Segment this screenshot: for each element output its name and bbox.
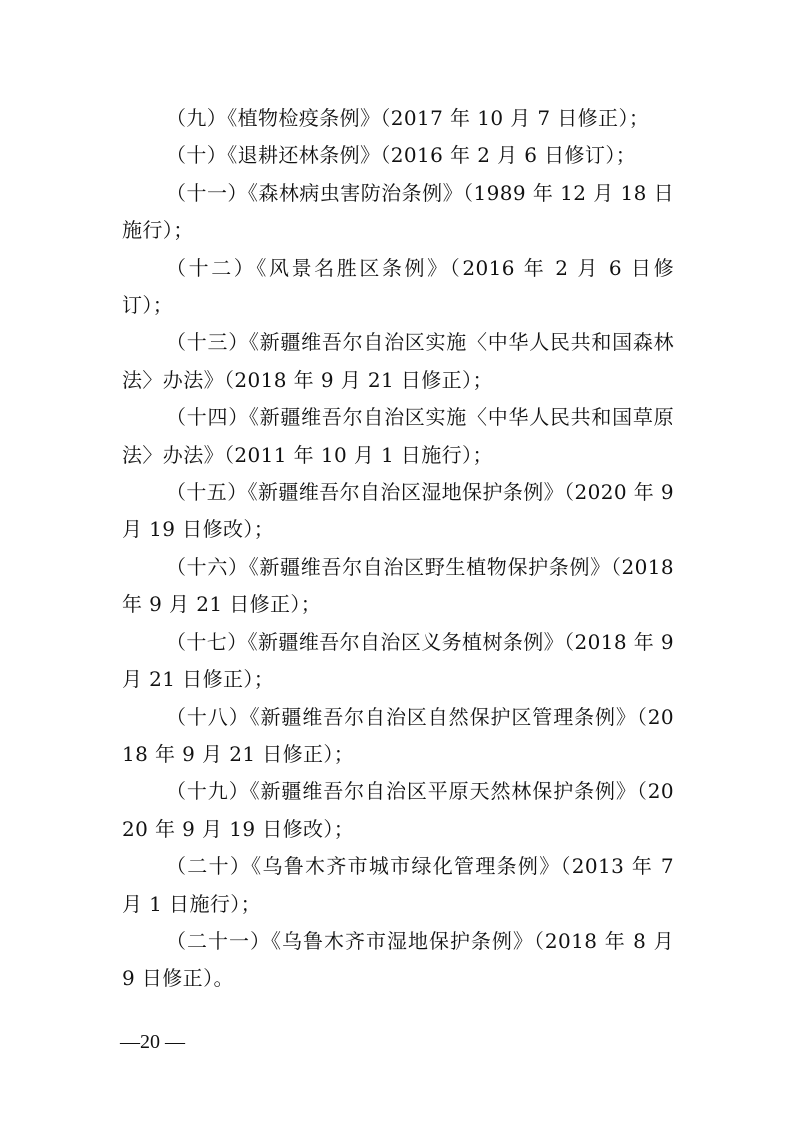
regulation-item-13: （十三）《新疆维吾尔自治区实施〈中华人民共和国森林法〉办法》（2018 年 9 月 21 日修正）； [122,330,674,392]
regulation-item-19: （十九）《新疆维吾尔自治区平原天然林保护条例》（2020 年 9 月 19 日修改）； [122,779,674,841]
regulation-item-18: （十八）《新疆维吾尔自治区自然保护区管理条例》（2018 年 9 月 21 日修正）； [122,704,674,766]
regulation-item-14: （十四）《新疆维吾尔自治区实施〈中华人民共和国草原法〉办法》（2011 年 10 月 1 日施行）； [122,405,674,467]
regulation-item-15: （十五）《新疆维吾尔自治区湿地保护条例》（2020 年 9 月 19 日修改）； [122,480,674,542]
regulation-item-12: （十二）《风景名胜区条例》（2016 年 2 月 6 日修订）； [122,255,674,318]
regulation-list [122,100,674,998]
regulation-item-11: （十一）《森林病虫害防治条例》（1989 年 12 月 18 日施行）； [122,180,674,243]
regulation-item-9: （九）《植物检疫条例》（2017 年 10 月 7 日修正）； [166,106,650,130]
regulation-item-16: （十六）《新疆维吾尔自治区野生植物保护条例》（2018 年 9 月 21 日修正）； [122,554,674,617]
page-number: —20 — [120,1031,185,1053]
regulation-item-17: （十七）《新疆维吾尔自治区义务植树条例》（2018 年 9 月 21 日修正）； [122,629,674,692]
regulation-item-10: （十）《退耕还林条例》（2016 年 2 月 6 日修订）； [166,143,637,168]
regulation-item-21: （二十一）《乌鲁木齐市湿地保护条例》（2018 年 8 月 9 日修正）。 [122,928,674,991]
regulation-item-20: （二十）《乌鲁木齐市城市绿化管理条例》（2013 年 7 月 1 日施行）； [122,854,674,916]
